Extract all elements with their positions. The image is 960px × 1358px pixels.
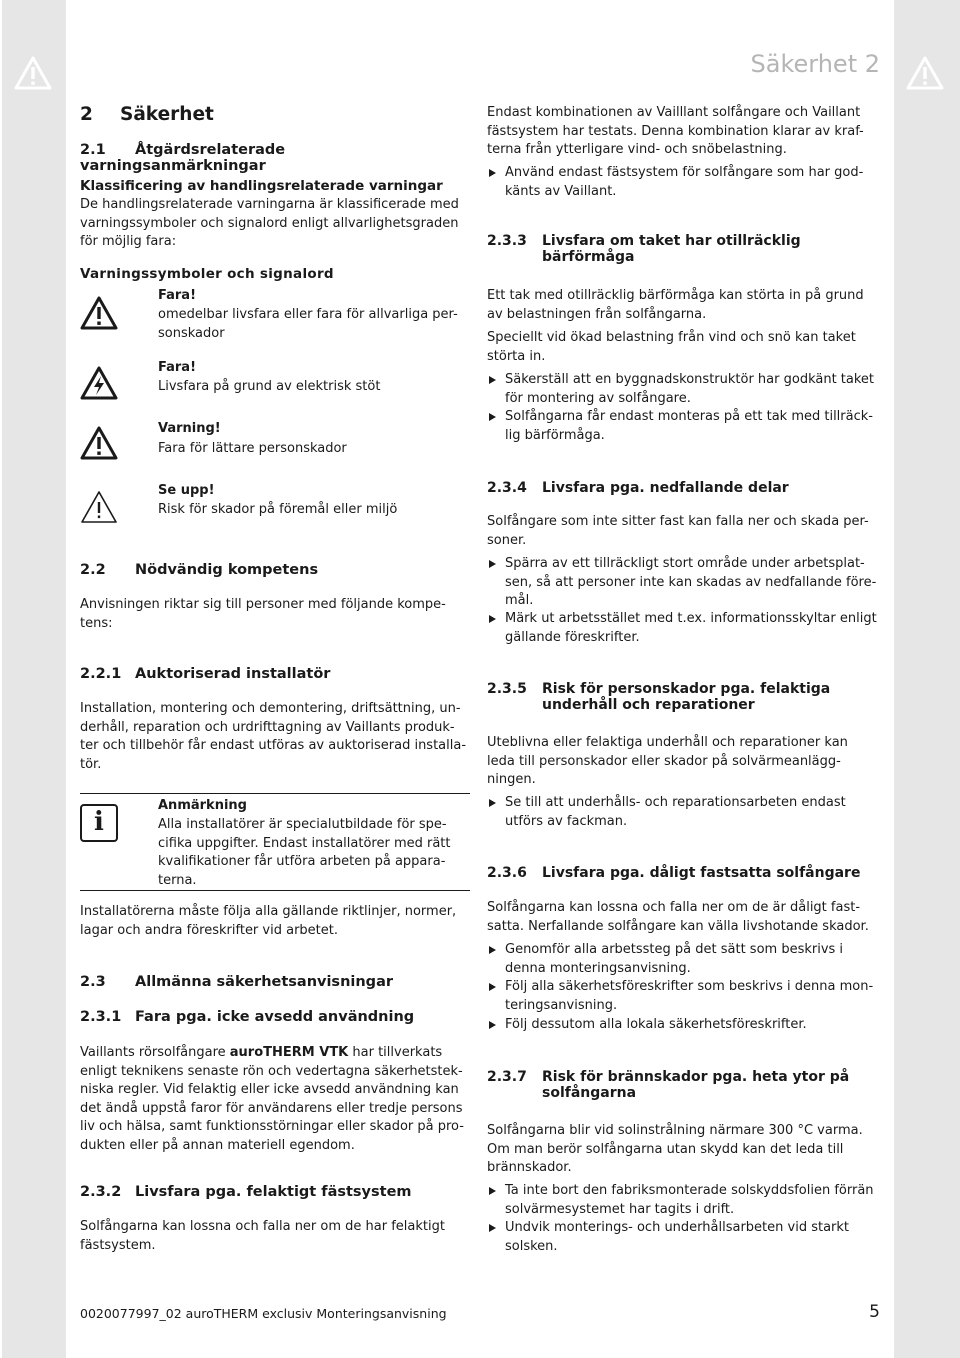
text-line: ningen. [487,772,536,787]
text-line: mål. [505,593,534,608]
text-line: Solfångarna blir vid solinstrålning närmare 300 °C varma. [487,1123,863,1138]
bullet-arrow-icon [489,615,496,623]
text-line: satta. Nerfallande solfångare kan välla livshotande skador. [487,918,869,934]
text-line: enligt teknikens senaste rön och vedertagna säkerhetstek- [80,1063,463,1079]
bullet-arrow-icon [489,413,496,421]
section-2-1-heading [80,142,470,174]
text-line: Om man berör solfångarna utan skydd kan det leda till [487,1141,844,1157]
roof-text-1 [487,287,864,324]
section-title: Risk för brännskador pga. heta ytor på [542,1069,850,1085]
text-line: Solfångarna kan lossna och falla ner om de är dåligt fast- [487,900,861,915]
section-number: 2 [80,104,93,125]
section-title: Livsfara pga. felaktigt fästsystem [135,1184,412,1200]
section-title: solfångarna [542,1085,637,1101]
signal-word: Varning! [158,421,221,436]
text-line: Alla installatörer är specialutbildade för spe- [158,817,447,832]
text-line: terna från ytterligare vind- och snöbelastning. [487,142,787,157]
text-line: Märk ut arbetsstället med t.ex. informationsskyltar enligt [505,611,877,626]
section-2-2-1-heading [80,666,330,682]
note-title: Anmärkning [158,798,247,813]
text-line: Ta inte bort den fabriksmonterade solskyddsfolien förrän [505,1183,874,1198]
list-item [487,1219,849,1256]
text-line: omedelbar livsfara eller fara för allvarliga per- [158,307,458,322]
info-icon: i [80,804,118,842]
section-2-3-2-heading [80,1184,412,1200]
note-box [80,793,470,891]
section-number: 2.3.4 [487,480,527,496]
text-line: Ett tak med otillräcklig bärförmåga kan störta in på grund [487,288,864,303]
text-line: lig bärförmåga. [505,427,605,443]
text-line: soner. [487,532,527,548]
text-line: Undvik monterings- och underhållsarbeten vid starkt [505,1220,850,1235]
text-line: för montering av solfångare. [505,390,691,406]
text-line: Uteblivna eller felaktiga underhåll och reparationer kan [487,735,848,750]
section-2-3-7-heading [487,1069,862,1101]
text-line: leda till personskador eller skador på solvärmeanlägg- [487,753,841,769]
warning-description [158,378,468,397]
page-header-title: Säkerhet 2 [750,50,880,78]
text-line: denna monteringsanvisning. [505,960,691,976]
text-line: De handlingsrelaterade varningarna är klassificerade med [80,197,459,212]
section-title: Livsfara pga. dåligt fastsatta solfångare [542,865,861,881]
text-line: Livsfara på grund av elektrisk stöt [158,379,381,394]
text-line: av belastningen från solfångarna. [487,306,707,322]
section-2-3-heading [80,974,393,990]
left-margin-bar [2,0,66,1358]
text-line: gällande föreskrifter. [505,629,640,645]
bullet-arrow-icon [489,983,496,991]
warning-triangle-icon [80,296,118,330]
list-item [487,978,873,1015]
falling-parts-text [487,513,869,550]
text-line: niska regler. Vid felaktig eller icke avsedd användning kan [80,1082,459,1097]
bullet-arrow-icon [489,376,496,384]
text-line: fästsystem. [80,1237,156,1253]
text-line: fästsystem har testats. Denna kombination klarar av kraf- [487,123,864,139]
text-line: lagar och andra föreskrifter vid arbetet. [80,922,338,938]
text-line: Solfångare som inte sitter fast kan falla ner och skada per- [487,514,869,529]
bullet-arrow-icon [489,799,496,807]
section-2-3-3-heading [487,233,862,265]
list-item [487,164,863,201]
section-title: Åtgärdsrelaterade varningsanmärkningar [80,142,286,174]
text-line: terna. [158,872,197,888]
section-number: 2.3.1 [80,1009,122,1025]
section-2-3-4-heading [487,480,789,496]
competence-text [80,596,446,633]
section-number: 2.3.5 [487,681,527,697]
text-line: Risk för skador på föremål eller miljö [158,502,398,517]
section-number: 2.2 [80,562,106,578]
text-line: Säkerställ att en byggnadskonstruktör har godkänt taket [505,372,875,387]
list-item [487,794,846,831]
product-name: auroTHERM VTK [229,1045,349,1060]
bullet-arrow-icon [489,1224,496,1232]
list-item [487,555,876,611]
section-number: 2.3.6 [487,865,527,881]
text-line: Installatörerna måste följa alla gällande riktlinjer, normer, [80,904,457,919]
section-title: Livsfara pga. nedfallande delar [542,480,789,496]
text-fragment: har tillverkats [348,1045,443,1060]
list-item [487,941,843,978]
text-line: teringsanvisning. [505,997,618,1013]
text-line: tör. [80,756,102,772]
section-2-3-1-heading [80,1009,414,1025]
note-text [158,816,468,890]
section-number: 2.3.2 [80,1184,122,1200]
warning-description [158,501,468,520]
warning-triangle-icon [14,56,52,90]
section-number: 2.3 [80,974,106,990]
list-item [487,1016,807,1035]
text-line: Installation, montering och demontering, driftsättning, un- [80,701,461,716]
mounting-system-text [80,1218,445,1255]
text-line: Solfångarna får endast monteras på ett tak med tillräck- [505,409,873,424]
text-line: brännskador. [487,1160,572,1175]
warning-description [158,440,468,459]
right-margin-bar [894,0,960,1358]
text-line: Genomför alla arbetssteg på det sätt som beskrivs i [505,942,844,957]
text-line: Solfångarna kan lossna och falla ner om de har felaktigt [80,1219,445,1234]
text-line: cifika uppgifter. Endast installatörer med rätt [158,835,451,851]
section-title: Säkerhet [120,104,214,125]
text-line: Fara för lättare personskador [158,441,347,456]
text-line: Använd endast fästsystem för solfångare som har god- [505,165,864,180]
text-line: störta in. [487,348,546,364]
text-line: sen, så att personer inte kan skadas av nedfallande före- [505,574,877,590]
text-line: känts av Vaillant. [505,183,617,199]
bullet-arrow-icon [489,946,496,954]
section-2-3-6-heading [487,865,860,881]
bullet-arrow-icon [489,1187,496,1195]
bullet-arrow-icon [489,1021,496,1029]
intro-text [487,104,864,160]
text-line: ter och tillbehör får endast utföras av auktoriserad installa- [80,738,467,753]
signal-word: Fara! [158,288,197,303]
list-item [487,371,874,408]
section-2-heading [80,104,214,125]
text-fragment: Vaillants rörsolfångare [80,1045,230,1060]
section-title: Nödvändig kompetens [135,562,319,578]
section-title: Allmänna säkerhetsanvisningar [135,974,393,990]
text-line: kvalifikationer får utföra arbeten på appara- [158,854,446,869]
signal-word: Fara! [158,360,197,375]
warning-triangle-icon [80,426,118,460]
section-number: 2.1 [80,142,106,158]
section-2-2-heading [80,562,318,578]
roof-text-2 [487,329,856,366]
section-title: Livsfara om taket har otillräcklig [542,233,801,249]
caution-triangle-icon [80,490,118,524]
text-line: Anvisningen riktar sig till personer med följande kompe- [80,597,446,612]
warning-description [158,306,468,343]
burn-text [487,1122,863,1178]
text-line: derhåll, reparation och urdrifttagning av Vaillants produk- [80,719,455,735]
page-number: 5 [869,1302,880,1322]
fastening-text [487,899,869,936]
text-line: tens: [80,615,113,631]
list-item [487,610,877,647]
symbols-heading: Varningssymboler och signalord [80,266,334,282]
bullet-arrow-icon [489,560,496,568]
section-number: 2.3.7 [487,1069,527,1085]
text-line: varningssymboler och signalord enligt allvarlighetsgraden [80,215,459,231]
text-line: för möjlig fara: [80,234,177,249]
bullet-arrow-icon [489,169,496,177]
section-number: 2.3.3 [487,233,527,249]
electric-hazard-icon [80,366,118,400]
section-number: 2.2.1 [80,666,122,682]
text-line: sonskador [158,325,225,341]
text-line: liv och hälsa, samt funktionsstörningar eller skador på pro- [80,1119,464,1134]
section-2-3-5-heading [487,681,862,713]
text-line: utförs av fackman. [505,813,628,829]
classification-text [80,196,459,252]
text-line: Endast kombinationen av Vailllant solfångare och Vaillant [487,105,861,120]
section-title: Auktoriserad installatör [135,666,331,682]
section-title: Fara pga. icke avsedd användning [135,1009,415,1025]
section-title: underhåll och reparationer [542,697,755,713]
text-line: Spärra av ett tillräckligt stort område under arbetsplat- [505,556,865,571]
text-line: solvärmesystemet har tagits i drift. [505,1201,735,1217]
signal-word: Se upp! [158,483,215,498]
warning-triangle-icon [906,56,944,90]
text-line: det ändå uppstå faror för användarens eller tredje persons [80,1100,463,1116]
maintenance-text [487,734,848,790]
text-line: dukten eller på annan materiell egendom. [80,1137,355,1153]
installer-text [80,700,466,774]
text-line: Följ alla säkerhetsföreskrifter som beskrivs i denna mon- [505,979,874,994]
intended-use-text [80,1044,464,1155]
section-title: bärförmåga [542,249,635,265]
text-line: Följ dessutom alla lokala säkerhetsföreskrifter. [505,1017,807,1032]
list-item [487,1182,874,1219]
classification-heading: Klassificering av handlingsrelaterade varningar [80,178,443,194]
text-line: Speciellt vid ökad belastning från vind och snö kan taket [487,330,856,345]
list-item [487,408,873,445]
footer-document-id: 0020077997_02 auroTHERM exclusiv Monteringsanvisning [80,1306,447,1321]
text-line: solsken. [505,1238,558,1254]
installer-rules-text [80,903,456,940]
section-title: Risk för personskador pga. felaktiga [542,681,831,697]
text-line: Se till att underhålls- och reparationsarbeten endast [505,795,846,810]
